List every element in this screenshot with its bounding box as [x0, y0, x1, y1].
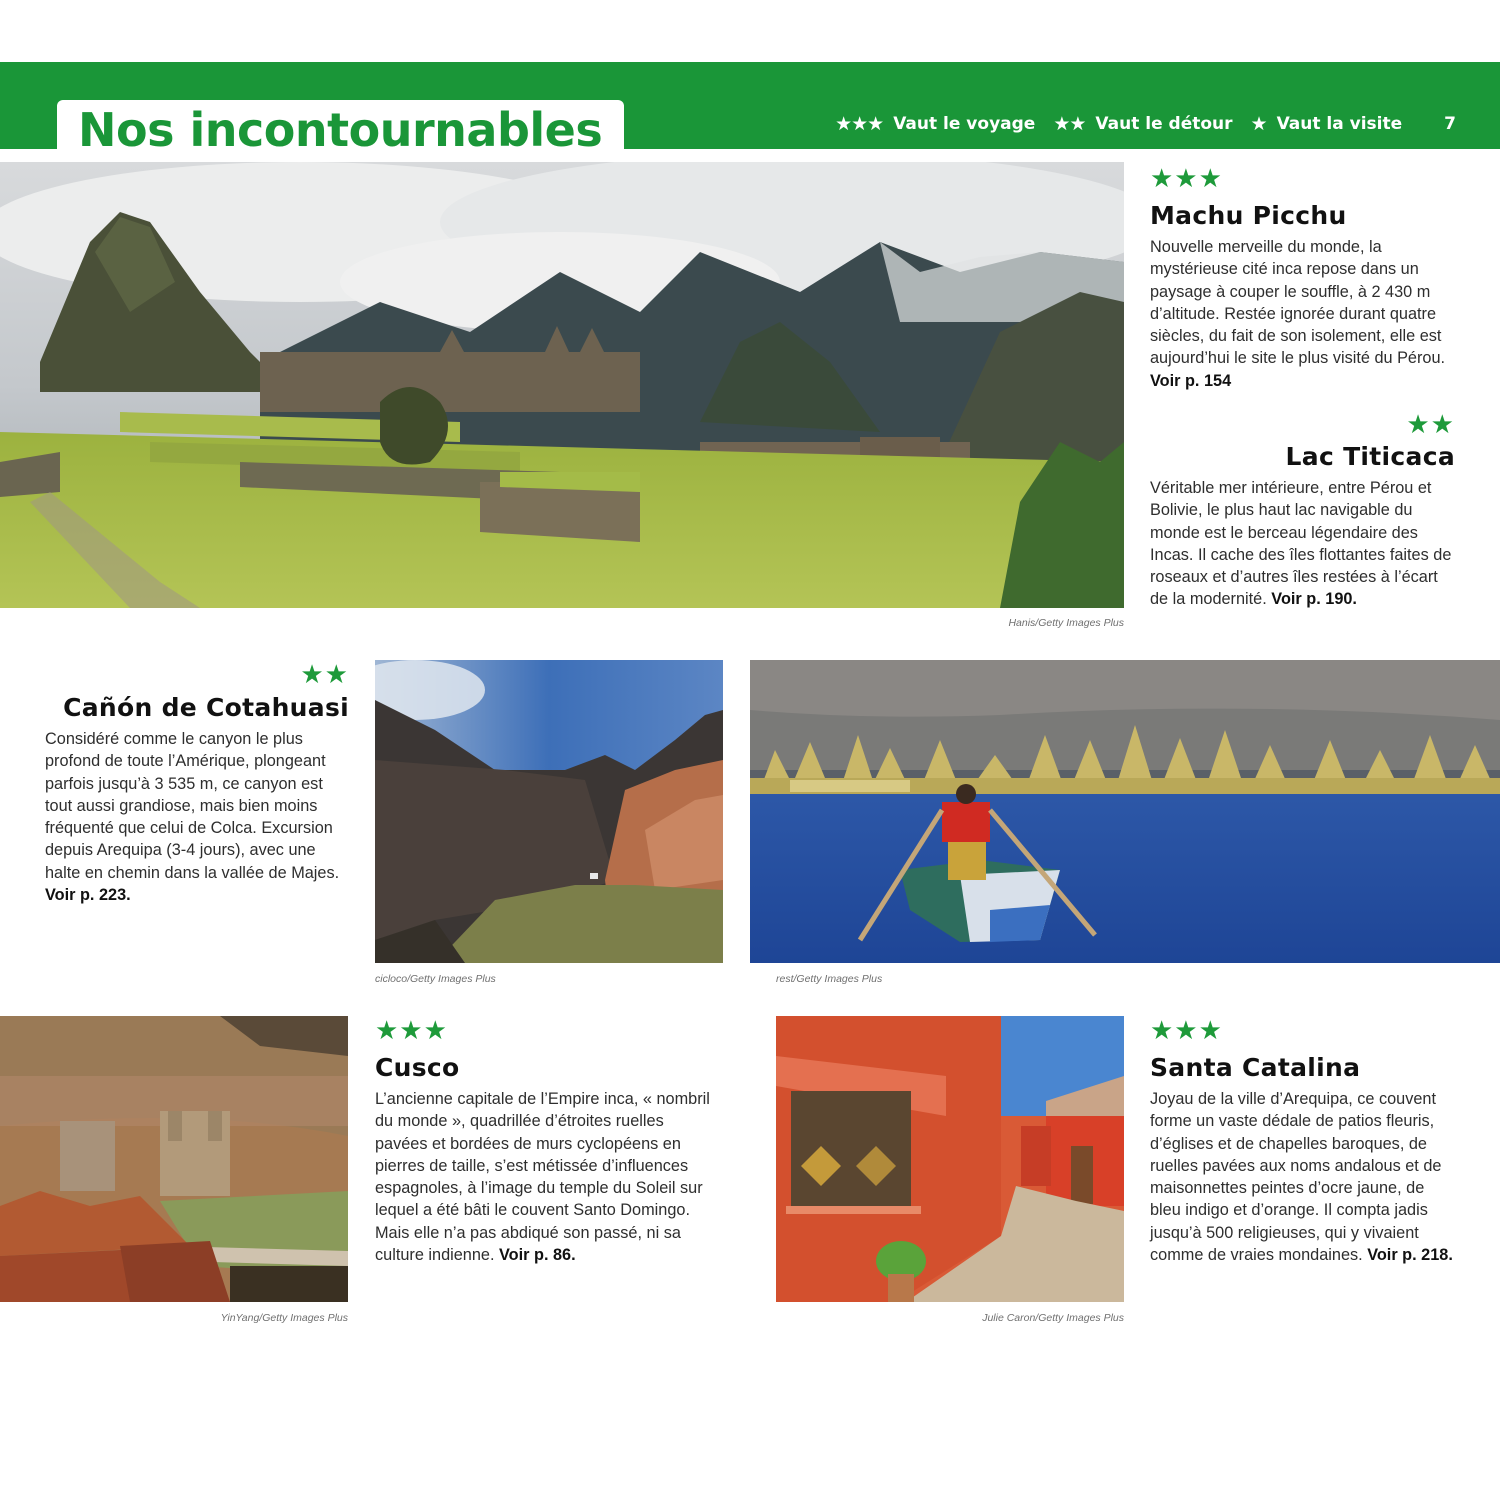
legend-label-visite: Vaut la visite — [1276, 114, 1403, 134]
three-stars-icon: ★★★ — [835, 113, 884, 135]
page-number: 7 — [1444, 114, 1456, 134]
entry-title: Machu Picchu — [1150, 201, 1347, 230]
entry-body: Nouvelle merveille du monde, la mystérieuse cité inca repose dans un paysage à couper le souffle, à 2 430 m d’altitude. Restée ignorée durant quatre siècles, du fait de son isolement, elle est aujourd’hui le site le plus visité du Pérou. Voir p. 154 — [1150, 238, 1446, 390]
two-stars-icon: ★★ — [1053, 113, 1086, 135]
page-reference-link[interactable]: Voir p. 218. — [1367, 1246, 1453, 1265]
entry-machu-picchu — [1150, 164, 1470, 392]
cusco-photo — [0, 1016, 348, 1302]
entry-body: L’ancienne capitale de l’Empire inca, « nombril du monde », quadrillée d’étroites ruelles pavées et bordées de murs cyclopéens en pierres de taille, s’est métissée d’influences espagnoles, à l’image du temple du Soleil sur lequel a été bâti le couvent Santo Domingo. Mais elle n’a pas abdiqué son passé, ni sa culture indienne. Voir p. 86. — [375, 1090, 710, 1265]
one-star-icon: ★ — [1250, 113, 1267, 135]
page-reference-link[interactable]: Voir p. 86. — [499, 1246, 576, 1265]
entry-body: Véritable mer intérieure, entre Pérou et Bolivie, le plus haut lac navigable du monde est le berceau légendaire des Incas. Il cache des îles flottantes faites de roseaux et d’autres îles restées à l’écart de la modernité. Voir p. 190. — [1150, 479, 1452, 609]
photo-credit: Hanis/Getty Images Plus — [1008, 617, 1124, 629]
entry-body: Considéré comme le canyon le plus profond de toute l’Amérique, plongeant parfois jusqu’à 3 535 m, ce canyon est tout aussi grandiose, mais bien moins fréquenté que celui de Colca. Excursion depuis Arequipa (3-4 jours), avec une halte en chemin dans la vallée de Majes. Voir p. 223. — [45, 730, 340, 905]
three-stars-icon: ★★★ — [1150, 1015, 1223, 1045]
photo-credit: YinYang/Getty Images Plus — [220, 1312, 348, 1324]
rating-legend — [835, 110, 1456, 138]
three-stars-icon: ★★★ — [1150, 163, 1223, 193]
entry-title: Cañón de Cotahuasi — [63, 693, 349, 722]
two-stars-icon: ★★ — [1406, 409, 1455, 439]
page-reference-link[interactable]: Voir p. 190. — [1271, 590, 1357, 609]
entry-lac-titicaca — [1150, 410, 1455, 611]
legend-label-voyage: Vaut le voyage — [893, 114, 1036, 134]
page-reference-link[interactable]: Voir p. 154 — [1150, 371, 1232, 390]
photo-credit: Julie Caron/Getty Images Plus — [982, 1312, 1124, 1324]
page-title: Nos incontournables — [78, 103, 603, 157]
entry-title: Cusco — [375, 1053, 460, 1082]
entry-title: Lac Titicaca — [1285, 442, 1455, 471]
entry-canon-de-cotahuasi — [45, 660, 349, 906]
page-reference-link[interactable]: Voir p. 223. — [45, 886, 131, 905]
santa-catalina-photo — [776, 1016, 1124, 1302]
machu-picchu-photo — [0, 162, 1124, 608]
cotahuasi-photo — [375, 660, 723, 963]
entry-cusco — [375, 1016, 725, 1266]
entry-santa-catalina — [1150, 1016, 1470, 1266]
entry-title: Santa Catalina — [1150, 1053, 1361, 1082]
lac-titicaca-photo — [750, 660, 1500, 963]
photo-credit: cicloco/Getty Images Plus — [375, 973, 496, 985]
entry-body: Joyau de la ville d’Arequipa, ce couvent forme un vaste dédale de patios fleuris, d’églises et de chapelles baroques, de ruelles pavées aux noms andalous et de maisonnettes peintes d’ocre jaune, de bleu indigo et d’orange. Il compta jadis jusqu’à 500 religieuses, qui y vivaient comme de vraies mondaines. Voir p. 218. — [1150, 1090, 1453, 1265]
photo-credit: rest/Getty Images Plus — [776, 973, 883, 985]
legend-label-detour: Vaut le détour — [1095, 114, 1233, 134]
two-stars-icon: ★★ — [300, 659, 349, 689]
three-stars-icon: ★★★ — [375, 1015, 448, 1045]
